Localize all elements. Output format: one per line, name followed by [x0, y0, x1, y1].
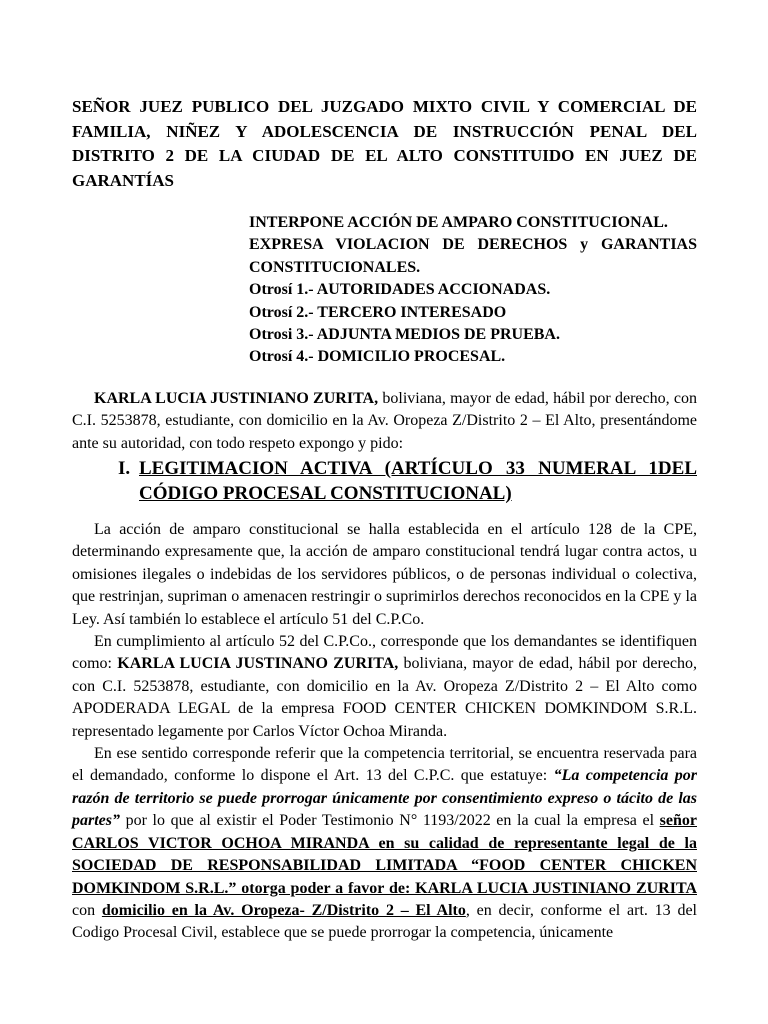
- body-paragraph-2: [72, 631, 697, 743]
- sumilla-line-1: INTERPONE ACCIÓN DE AMPARO CONSTITUCIONAL.: [249, 214, 668, 231]
- sumilla-block: [249, 212, 697, 369]
- plaintiff-name: KARLA LUCIA JUSTINIANO ZURITA,: [94, 390, 379, 407]
- court-addressee-heading: [72, 95, 697, 193]
- section-body: [72, 519, 697, 945]
- p3-text-b: por lo que al existir el Poder Testimonio N° 1193/2022 en la cual la empresa el: [120, 812, 660, 830]
- body-paragraph-1: La acción de amparo constitucional se halla establecida en el artículo 128 de la CPE, determinando expresamente que, la acción de amparo constitucional tendrá lugar contra actos, u omisiones ilegales o indebidas de los servidores públicos, o de personas individual o colectiva, que restrinjan, supriman o amenacen restringir o suprimirlos derechos reconocidos en la CPE y la Ley. Así también lo establece el artículo 51 del C.P.Co.: [72, 521, 697, 628]
- p2-text-b: boliviana, mayor de edad, hábil por derecho, con C.I. 5253878, estudiante, con domicilio en la Av. Oropeza Z/Distrito 2 – El Alto como APODERADA LEGAL de la empresa FOOD CENTER CHICKEN DOMKINDOM S.R.L. representado legamente por Carlos Víctor Ochoa Miranda.: [72, 655, 697, 740]
- intro-paragraph: [72, 388, 697, 455]
- heading-line-2: FAMILIA, NIÑEZ Y ADOLESCENCIA DE INSTRUCCIÓN PENAL DEL: [72, 121, 697, 141]
- heading-line-3: DISTRITO 2 DE LA CIUDAD DE EL ALTO CONSTITUIDO EN JUEZ DE: [72, 146, 697, 165]
- intro-text: boliviana, mayor de edad, hábil por derecho, con C.I. 5253878, estudiante, con domicilio en la Av. Oropeza Z/Distrito 2 – El Alto, presentándome ante su autoridad, con todo respeto expongo y pido:: [72, 390, 697, 452]
- section-title-line-1: LEGITIMACION ACTIVA (ARTÍCULO 33 NUMERAL 1DEL: [139, 458, 697, 479]
- section-title-line-2: CÓDIGO PROCESAL CONSTITUCIONAL): [139, 483, 512, 504]
- p3-bold-representative: señor CARLOS VICTOR OCHOA MIRANDA en su calidad de representante legal de la SOCIEDAD DE RESPONSABILIDAD LIMITADA “FOOD CENTER CHICKEN DOMKINDOM S.R.L.” otorga poder a favor de: KARLA LUCIA JUSTINIANO ZURITA: [72, 812, 697, 897]
- otrosi-2: Otrosí 2.- TERCERO INTERESADO: [249, 303, 507, 321]
- body-paragraph-3: [72, 743, 697, 945]
- p2-text-a: En cumplimiento al artículo 52 del C.P.Co., corresponde que los demandantes se identifiquen como:: [72, 633, 697, 673]
- heading-line-1: SEÑOR JUEZ PUBLICO DEL JUZGADO MIXTO CIVIL Y COMERCIAL DE: [72, 97, 697, 116]
- heading-line-4: GARANTÍAS: [72, 170, 175, 190]
- otrosi-3: Otrosi 3.- ADJUNTA MEDIOS DE PRUEBA.: [249, 326, 560, 344]
- otrosi-4: Otrosí 4.- DOMICILIO PROCESAL.: [249, 348, 506, 366]
- section-heading: [72, 456, 697, 506]
- p3-text-d: , en decir, conforme el art. 13 del Codigo Procesal Civil, establece que se puede prorrogar la competencia, únicamente: [72, 901, 697, 942]
- p3-text-a: En ese sentido corresponde referir que la competencia territorial, se encuentra reservada para el demandado, conforme lo dispone el Art. 13 del C.P.C. que estatuye:: [72, 745, 697, 785]
- p3-text-c: con: [72, 901, 102, 919]
- sumilla-line-3: CONSTITUCIONALES.: [249, 258, 421, 276]
- otrosi-1: Otrosí 1.- AUTORIDADES ACCIONADAS.: [249, 281, 551, 299]
- sumilla-line-2: EXPRESA VIOLACION DE DERECHOS y GARANTIAS: [249, 236, 697, 254]
- p2-name: KARLA LUCIA JUSTINANO ZURITA,: [117, 655, 399, 673]
- p3-quote: “La competencia por razón de territorio se puede prorrogar únicamente por consentimiento expreso o tácito de las partes”: [72, 767, 698, 830]
- p3-bold-domicile: domicilio en la Av. Oropeza- Z/Distrito 2 – El Alto: [101, 901, 466, 919]
- section-number: I.: [118, 458, 131, 479]
